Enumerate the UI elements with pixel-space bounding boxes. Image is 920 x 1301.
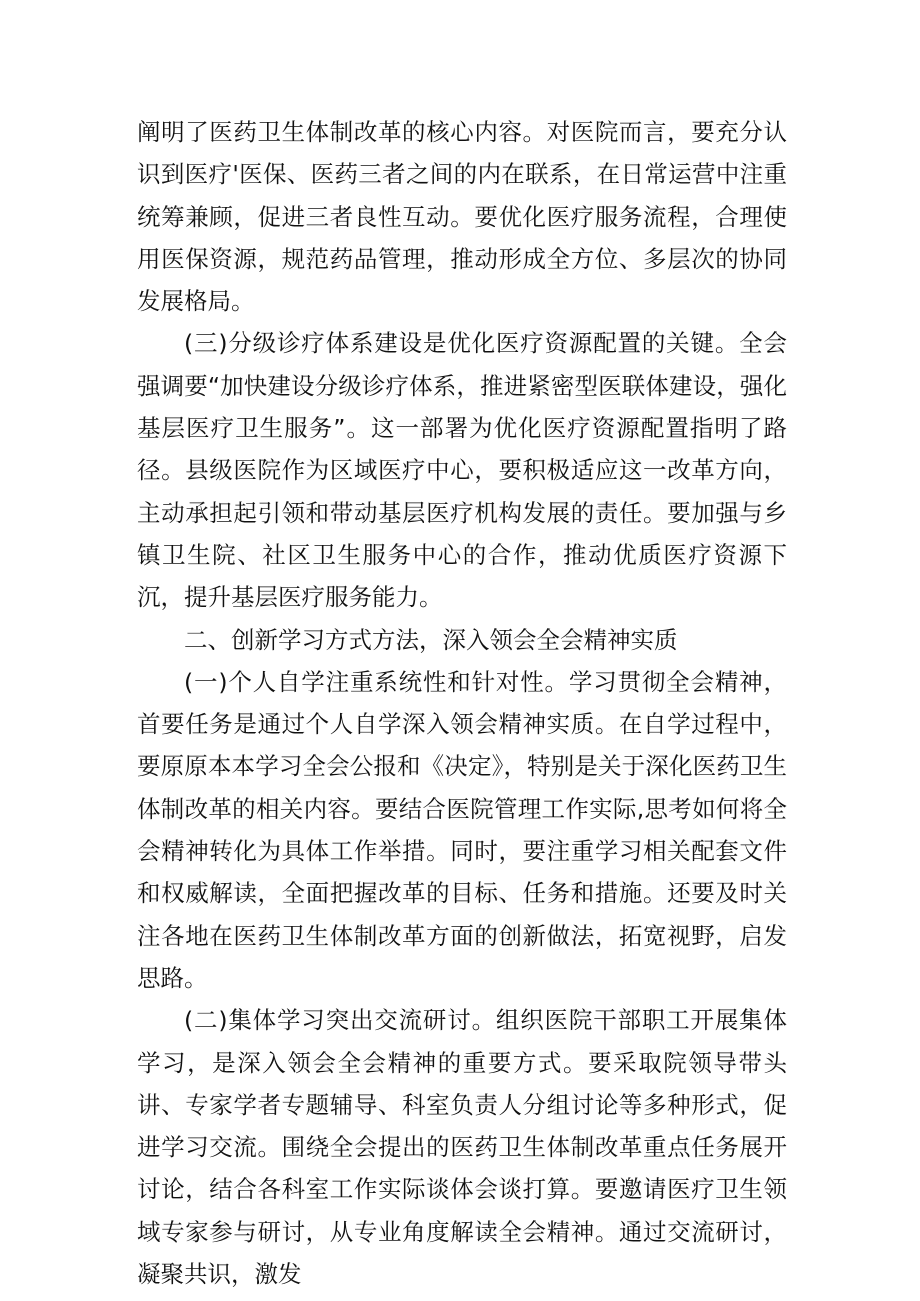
paragraph-continuation: 阐明了医药卫生体制改革的核心内容。对医院而言，要充分认识到医疗'医保、医药三者之间的内在联系，在日常运营中注重统筹兼顾，促进三者良性互动。要优化医疗服务流程，合理使用医保资源，规范药品管理，推动形成全方位、多层次的协同发展格局。	[137, 118, 787, 316]
section-heading-2: 二、创新学习方式方法，深入领会全会精神实质	[184, 625, 678, 654]
paragraph-self-study: (一)个人自学注重系统性和针对性。学习贯彻全会精神，首要任务是通过个人自学深入领会精神实质。在自学过程中，要原原本本学习全会公报和《决定》，特别是关于深化医药卫生体制改革的相关内容。要结合医院管理工作实际,思考如何将全会精神转化为具体工作举措。同时，要注重学习相关配套文件和权威解读，全面把握改革的目标、任务和措施。还要及时关注各地在医药卫生体制改革方面的创新做法，拓宽视野，启发思路。	[137, 667, 787, 992]
document-body	[137, 111, 787, 1295]
paragraph-tiered-diagnosis: (三)分级诊疗体系建设是优化医疗资源配置的关键。全会强调要“加快建设分级诊疗体系，推进紧密型医联体建设，强化基层医疗卫生服务”。这一部署为优化医疗资源配置指明了路径。县级医院作为区域医疗中心，要积极适应这一改革方向，主动承担起引领和带动基层医疗机构发展的责任。要加强与乡镇卫生院、社区卫生服务中心的合作，推动优质医疗资源下沉，提升基层医疗服务能力。	[137, 329, 787, 612]
paragraph-group-study: (二)集体学习突出交流研讨。组织医院干部职工开展集体学习，是深入领会全会精神的重要方式。要采取院领导带头讲、专家学者专题辅导、科室负责人分组讨论等多种形式，促进学习交流。围绕全会提出的医药卫生体制改革重点任务展开讨论，结合各科室工作实际谈体会谈打算。要邀请医疗卫生领域专家参与研讨，从专业角度解读全会精神。通过交流研讨，凝聚共识，激发	[137, 1006, 787, 1289]
